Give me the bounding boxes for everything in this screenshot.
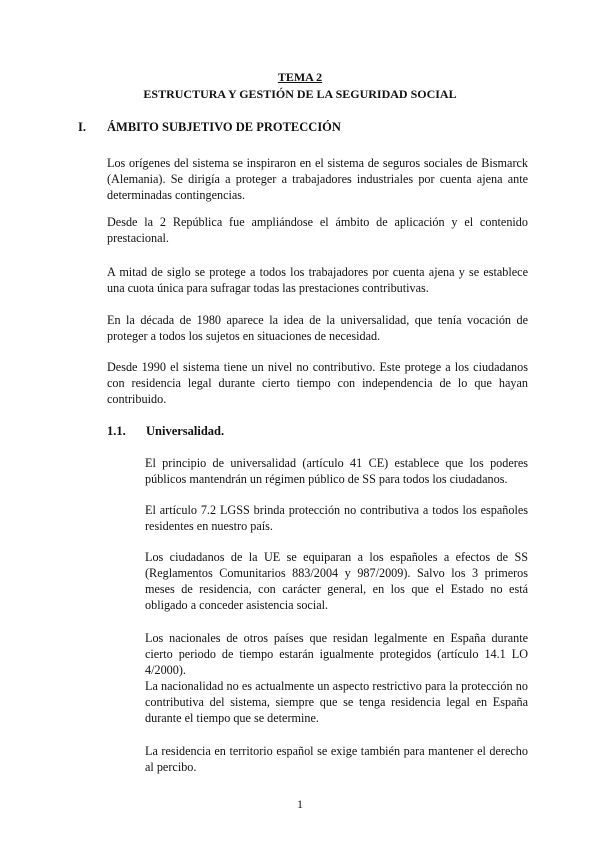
paragraph: Desde la 2 República fue ampliándose el ámbito de aplicación y el contenido prestacional. — [107, 215, 528, 245]
doc-title-tema: TEMA 2 — [277, 70, 323, 84]
paragraph: El artículo 7.2 LGSS brinda protección no contributiva a todos los españoles residentes en nuestro país. — [145, 503, 528, 533]
paragraph: Desde 1990 el sistema tiene un nivel no contributivo. Este protege a los ciudadanos con residencia legal durante cierto tiempo con independencia de lo que hayan contribuido. — [107, 360, 528, 406]
section-heading: ÁMBITO SUBJETIVO DE PROTECCIÓN — [107, 120, 341, 134]
paragraph: Los nacionales de otros países que residan legalmente en España durante cierto periodo de tiempo estarán igualmente protegidos (artículo 14.1 LO 4/2000). — [145, 631, 528, 677]
paragraph: En la década de 1980 aparece la idea de la universalidad, que tenía vocación de proteger a todos los sujetos en situaciones de necesidad. — [107, 313, 528, 343]
subsection-number: 1.1. — [107, 424, 126, 438]
paragraph: Los orígenes del sistema se inspiraron en el sistema de seguros sociales de Bismarck (Alemania). Se dirigía a proteger a trabajadores industriales por cuenta ajena ante determinadas contingencias. — [107, 156, 528, 202]
doc-title-subtitle: ESTRUCTURA Y GESTIÓN DE LA SEGURIDAD SOCIAL — [143, 87, 457, 101]
paragraph: La residencia en territorio español se exige también para mantener el derecho al percibo. — [145, 744, 528, 774]
section-number: I. — [78, 120, 86, 134]
page-number: 1 — [297, 797, 303, 811]
paragraph: A mitad de siglo se protege a todos los trabajadores por cuenta ajena y se establece una cuota única para sufragar todas las prestaciones contributivas. — [107, 265, 528, 295]
paragraph: El principio de universalidad (artículo 41 CE) establece que los poderes públicos mantendrán un régimen público de SS para todos los ciudadanos. — [145, 456, 528, 486]
paragraph: La nacionalidad no es actualmente un aspecto restrictivo para la protección no contributiva del sistema, siempre que se tenga residencia legal en España durante el tiempo que se determine. — [145, 679, 528, 725]
subsection-heading: Universalidad. — [146, 424, 225, 438]
paragraph: Los ciudadanos de la UE se equiparan a los españoles a efectos de SS (Reglamentos Comunitarios 883/2004 y 987/2009). Salvo los 3 primeros meses de residencia, con carácter general, en los que el Estado no está obligado a conceder asistencia social. — [145, 550, 528, 612]
